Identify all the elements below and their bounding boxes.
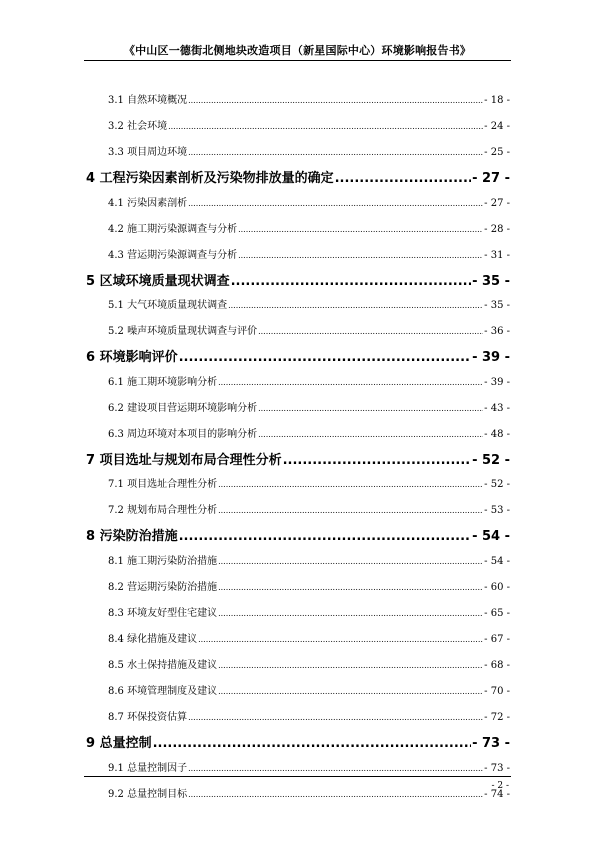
running-header: 《中山区一德街北侧地块改造项目（新星国际中心）环境影响报告书》 (123, 44, 472, 57)
toc-dot-leader (218, 378, 483, 387)
toc-section-entry[interactable] (86, 525, 510, 550)
toc-subsection-entry[interactable] (86, 294, 510, 320)
toc-entry-page: - 36 - (484, 326, 510, 338)
toc-entry-page: - 27 - (484, 197, 510, 209)
toc-entry-label: 8.5 水土保持措施及建议 (108, 659, 218, 671)
toc-entry-label: 8 污染防治措施 (86, 529, 178, 545)
toc-entry-label: 7.1 项目选址合理性分析 (108, 479, 218, 491)
toc-dot-leader (218, 557, 483, 566)
toc-entry-label: 5.1 大气环境质量现状调查 (108, 300, 228, 312)
toc-entry-label: 7 项目选址与规划布局合理性分析 (86, 452, 282, 468)
toc-dot-leader (335, 171, 471, 186)
toc-entry-label: 6 环境影响评价 (86, 350, 178, 366)
toc-dot-leader (231, 274, 471, 289)
toc-subsection-entry[interactable] (86, 706, 510, 732)
toc-entry-label: 8.7 环保投资估算 (108, 711, 188, 723)
toc-entry-page: - 28 - (484, 223, 510, 235)
toc-entry-page: - 73 - (472, 735, 510, 751)
toc-subsection-entry[interactable] (86, 244, 510, 270)
toc-dot-leader (188, 764, 483, 773)
toc-dot-leader (228, 301, 483, 310)
toc-subsection-entry[interactable] (86, 320, 510, 346)
page-number: - 2 - (491, 781, 509, 791)
toc-dot-leader (238, 225, 483, 234)
toc-subsection-entry[interactable] (86, 550, 510, 576)
toc-entry-label: 8.4 绿化措施及建议 (108, 633, 198, 645)
toc-entry-label: 6.3 周边环境对本项目的影响分析 (108, 428, 258, 440)
toc-subsection-entry[interactable] (86, 473, 510, 499)
toc-entry-page: - 53 - (484, 505, 510, 517)
toc-entry-label: 5 区域环境质量现状调查 (86, 273, 230, 289)
toc-entry-page: - 35 - (472, 273, 510, 289)
toc-entry-page: - 39 - (472, 350, 510, 366)
footer-divider (84, 776, 511, 777)
toc-entry-page: - 60 - (484, 581, 510, 593)
toc-subsection-entry[interactable] (86, 602, 510, 628)
toc-dot-leader (188, 713, 483, 722)
toc-subsection-entry[interactable] (86, 576, 510, 602)
toc-entry-label: 6.1 施工期环境影响分析 (108, 376, 218, 388)
toc-entry-label: 8.6 环境管理制度及建议 (108, 685, 218, 697)
toc-dot-leader (283, 453, 471, 468)
toc-entry-label: 5.2 噪声环境质量现状调查与评价 (108, 326, 258, 338)
toc-entry-label: 4 工程污染因素剖析及污染物排放量的确定 (86, 171, 334, 186)
toc-dot-leader (218, 506, 483, 515)
toc-section-entry[interactable] (86, 449, 510, 474)
toc-entry-page: - 68 - (484, 659, 510, 671)
toc-subsection-entry[interactable] (86, 397, 510, 423)
toc-dot-leader (153, 736, 471, 751)
toc-entry-page: - 24 - (484, 121, 510, 132)
header-divider (84, 60, 511, 61)
table-of-contents (86, 89, 510, 809)
toc-dot-leader (218, 480, 483, 489)
toc-subsection-entry[interactable] (86, 654, 510, 680)
toc-entry-page: - 54 - (472, 529, 510, 545)
toc-entry-page: - 25 - (484, 147, 510, 158)
toc-entry-page: - 65 - (484, 607, 510, 619)
toc-dot-leader (218, 687, 483, 696)
toc-entry-page: - 54 - (484, 555, 510, 567)
toc-entry-label: 3.2 社会环境 (108, 121, 168, 132)
toc-entry-page: - 27 - (472, 171, 510, 186)
toc-section-entry[interactable] (86, 167, 510, 192)
toc-subsection-entry[interactable] (86, 218, 510, 244)
toc-dot-leader (179, 529, 471, 544)
toc-dot-leader (188, 790, 483, 799)
toc-entry-page: - 74 - (484, 788, 510, 800)
toc-entry-page: - 70 - (484, 685, 510, 697)
toc-entry-label: 3.1 自然环境概况 (108, 95, 188, 106)
toc-entry-label: 8.2 营运期污染防治措施 (108, 581, 218, 593)
toc-entry-label: 9.2 总量控制目标 (108, 788, 188, 800)
toc-entry-label: 8.1 施工期污染防治措施 (108, 555, 218, 567)
toc-entry-label: 8.3 环境友好型住宅建议 (108, 607, 218, 619)
toc-entry-page: - 43 - (484, 402, 510, 414)
toc-entry-label: 4.2 施工期污染源调查与分析 (108, 223, 238, 235)
toc-entry-label: 9.1 总量控制因子 (108, 762, 188, 774)
toc-entry-page: - 48 - (484, 428, 510, 440)
toc-entry-label: 4.1 污染因素剖析 (108, 197, 188, 209)
toc-entry-label: 7.2 规划布局合理性分析 (108, 505, 218, 517)
toc-dot-leader (258, 404, 483, 413)
toc-subsection-entry[interactable] (86, 680, 510, 706)
toc-subsection-entry[interactable] (86, 192, 510, 218)
toc-entry-page: - 72 - (484, 711, 510, 723)
toc-entry-page: - 18 - (484, 95, 510, 106)
toc-dot-leader (218, 609, 483, 618)
toc-dot-leader (188, 148, 483, 157)
toc-entry-label: 4.3 营运期污染源调查与分析 (108, 249, 238, 261)
toc-dot-leader (218, 661, 483, 670)
toc-dot-leader (179, 350, 471, 365)
toc-entry-label: 9 总量控制 (86, 735, 152, 751)
toc-entry-page: - 52 - (472, 452, 510, 468)
toc-dot-leader (238, 251, 483, 260)
toc-dot-leader (168, 122, 483, 131)
toc-subsection-entry[interactable] (86, 141, 510, 167)
toc-section-entry[interactable] (86, 346, 510, 371)
toc-subsection-entry[interactable] (86, 89, 510, 115)
toc-entry-page: - 52 - (484, 479, 510, 491)
toc-entry-page: - 35 - (484, 300, 510, 312)
toc-subsection-entry[interactable] (86, 499, 510, 525)
toc-dot-leader (198, 635, 483, 644)
toc-dot-leader (188, 96, 483, 105)
toc-section-entry[interactable] (86, 270, 510, 295)
toc-entry-page: - 67 - (484, 633, 510, 645)
toc-entry-label: 3.3 项目周边环境 (108, 147, 188, 158)
toc-entry-page: - 39 - (484, 376, 510, 388)
toc-subsection-entry[interactable] (86, 115, 510, 141)
toc-subsection-entry[interactable] (86, 783, 510, 809)
toc-entry-label: 6.2 建设项目营运期环境影响分析 (108, 402, 258, 414)
toc-subsection-entry[interactable] (86, 371, 510, 397)
toc-dot-leader (188, 199, 483, 208)
toc-entry-page: - 73 - (484, 762, 510, 774)
toc-section-entry[interactable] (86, 732, 510, 757)
toc-subsection-entry[interactable] (86, 628, 510, 654)
toc-dot-leader (258, 430, 483, 439)
toc-dot-leader (218, 583, 483, 592)
toc-subsection-entry[interactable] (86, 423, 510, 449)
toc-entry-page: - 31 - (484, 249, 510, 261)
toc-dot-leader (258, 327, 483, 336)
toc-subsection-entry[interactable] (86, 757, 510, 783)
